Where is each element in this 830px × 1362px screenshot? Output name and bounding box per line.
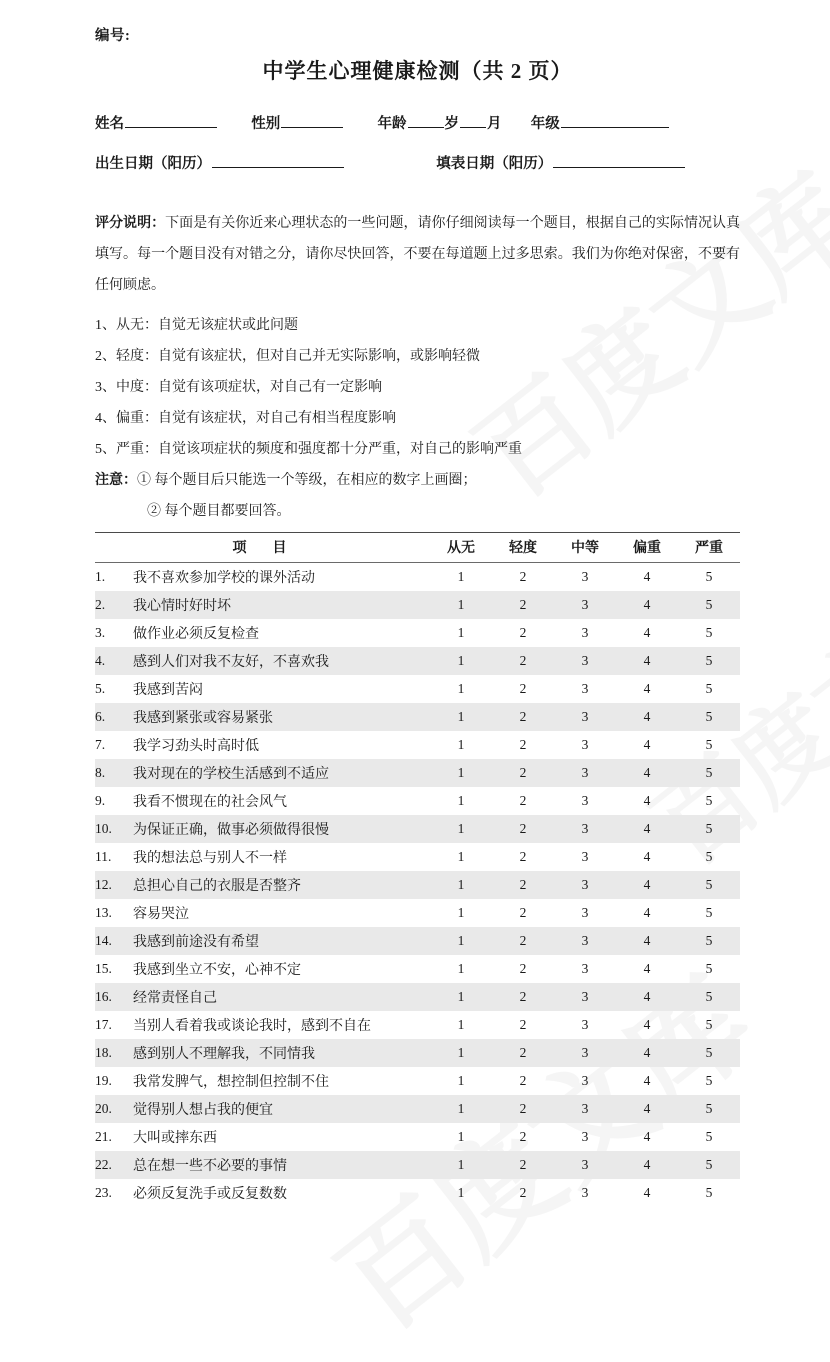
rating-option-2[interactable]: 2 <box>519 1185 527 1200</box>
table-row <box>95 1039 740 1067</box>
rating-option-4[interactable]: 4 <box>643 1073 651 1088</box>
rating-option-3[interactable]: 3 <box>581 1017 589 1032</box>
question-text: 我感到坐立不安，心神不定 <box>133 963 301 978</box>
scale-item: 4、偏重：自觉有该症状，对自己有相当程度影响 <box>95 411 396 426</box>
rating-option-3[interactable]: 3 <box>554 647 616 675</box>
rating-option-2[interactable]: 2 <box>492 1151 554 1179</box>
table-row <box>95 1095 740 1123</box>
question-text: 我感到苦闷 <box>133 683 203 698</box>
age-month-unit: 月 <box>487 116 502 132</box>
rating-option-1[interactable]: 1 <box>430 1095 492 1123</box>
table-row <box>95 927 740 955</box>
rating-option-5[interactable]: 5 <box>678 815 740 843</box>
question-text: 觉得别人想占我的便宜 <box>133 1095 430 1123</box>
birth-date-label: 出生日期（阳历） <box>95 156 211 172</box>
question-number: 13. <box>95 905 112 920</box>
rating-option-5[interactable]: 5 <box>705 849 713 864</box>
rating-option-1[interactable]: 1 <box>430 983 492 1011</box>
question-text: 我常发脾气，想控制但控制不住 <box>133 1075 329 1090</box>
rating-option-4[interactable]: 4 <box>616 591 678 619</box>
rating-option-5[interactable]: 5 <box>705 569 713 584</box>
rating-option-1[interactable]: 1 <box>430 1151 492 1179</box>
rating-option-5[interactable]: 5 <box>678 1095 740 1123</box>
fill-date-field[interactable] <box>436 156 686 172</box>
rating-option-3[interactable]: 3 <box>581 1185 589 1200</box>
rating-option-2[interactable]: 2 <box>519 849 527 864</box>
question-number: 8. <box>95 759 133 787</box>
rating-option-3[interactable]: 3 <box>581 793 589 808</box>
rating-option-3[interactable]: 3 <box>581 849 589 864</box>
column-header-rating-2: 轻度 <box>492 533 554 563</box>
rating-option-3[interactable]: 3 <box>581 1073 589 1088</box>
questionnaire-table <box>95 532 740 1207</box>
grade-label: 年级 <box>530 116 560 132</box>
rating-option-5[interactable]: 5 <box>705 1073 713 1088</box>
rating-option-2[interactable]: 2 <box>492 703 554 731</box>
rating-option-1[interactable]: 1 <box>430 647 492 675</box>
question-number: 22. <box>95 1151 133 1179</box>
rating-option-3[interactable]: 3 <box>554 1039 616 1067</box>
question-text: 必须反复洗手或反复数数 <box>133 1187 287 1202</box>
table-row <box>95 731 740 759</box>
rating-option-2[interactable]: 2 <box>492 815 554 843</box>
name-field[interactable] <box>95 112 218 133</box>
rating-option-2[interactable]: 2 <box>519 737 527 752</box>
rating-option-4[interactable]: 4 <box>643 849 651 864</box>
question-text: 我的想法总与别人不一样 <box>133 851 287 866</box>
fill-date-label: 填表日期（阳历） <box>436 156 553 172</box>
name-blank[interactable] <box>125 112 217 128</box>
question-number: 5. <box>95 681 106 696</box>
rating-option-2[interactable]: 2 <box>519 1017 527 1032</box>
table-row <box>95 647 740 675</box>
rating-option-4[interactable]: 4 <box>643 1129 651 1144</box>
rating-option-3[interactable]: 3 <box>554 927 616 955</box>
rating-option-1[interactable]: 1 <box>457 681 465 696</box>
rating-option-4[interactable]: 4 <box>616 1095 678 1123</box>
rating-option-3[interactable]: 3 <box>581 905 589 920</box>
rating-option-1[interactable]: 1 <box>430 1039 492 1067</box>
rating-option-1[interactable]: 1 <box>457 1073 465 1088</box>
rating-option-4[interactable]: 4 <box>616 871 678 899</box>
rating-option-2[interactable]: 2 <box>492 1095 554 1123</box>
scale-item: 1、从无：自觉无该症状或此问题 <box>95 318 298 333</box>
rating-option-5[interactable]: 5 <box>705 905 713 920</box>
question-number: 20. <box>95 1095 133 1123</box>
question-number: 19. <box>95 1073 112 1088</box>
rating-option-4[interactable]: 4 <box>643 625 651 640</box>
rating-option-1[interactable]: 1 <box>457 1017 465 1032</box>
rating-option-3[interactable]: 3 <box>581 961 589 976</box>
rating-option-1[interactable]: 1 <box>457 961 465 976</box>
rating-option-2[interactable]: 2 <box>519 1073 527 1088</box>
table-row <box>95 703 740 731</box>
question-text: 总在想一些不必要的事情 <box>133 1151 430 1179</box>
rating-option-5[interactable]: 5 <box>705 1129 713 1144</box>
grade-blank[interactable] <box>561 112 669 128</box>
rating-option-5[interactable]: 5 <box>705 1017 713 1032</box>
rating-option-3[interactable]: 3 <box>554 871 616 899</box>
rating-option-1[interactable]: 1 <box>457 793 465 808</box>
rating-option-4[interactable]: 4 <box>616 815 678 843</box>
birth-date-field[interactable] <box>95 156 345 172</box>
scale-item: 2、轻度：自觉有该症状，但对自己并无实际影响，或影响轻微 <box>95 349 480 364</box>
rating-option-4[interactable]: 4 <box>643 961 651 976</box>
notes-label: 注意： <box>95 473 137 488</box>
rating-option-5[interactable]: 5 <box>705 1185 713 1200</box>
rating-option-2[interactable]: 2 <box>492 759 554 787</box>
question-number: 12. <box>95 871 133 899</box>
rating-option-1[interactable]: 1 <box>457 625 465 640</box>
question-text: 我不喜欢参加学校的课外活动 <box>133 571 315 586</box>
rating-option-2[interactable]: 2 <box>492 871 554 899</box>
rating-option-1[interactable]: 1 <box>430 927 492 955</box>
question-number: 1. <box>95 569 106 584</box>
page-title: 中学生心理健康检测（共 2 页） <box>262 59 573 83</box>
column-header-rating-3: 中等 <box>554 533 616 563</box>
rating-option-2[interactable]: 2 <box>519 793 527 808</box>
rating-option-4[interactable]: 4 <box>643 681 651 696</box>
rating-option-4[interactable]: 4 <box>643 737 651 752</box>
rating-option-1[interactable]: 1 <box>430 815 492 843</box>
rating-option-5[interactable]: 5 <box>705 681 713 696</box>
rating-option-2[interactable]: 2 <box>492 647 554 675</box>
table-row <box>95 591 740 619</box>
table-body <box>95 563 740 1208</box>
question-text: 我对现在的学校生活感到不适应 <box>133 759 430 787</box>
question-text: 我心情时好时坏 <box>133 591 430 619</box>
fill-date-blank[interactable] <box>553 152 685 168</box>
rating-option-2[interactable]: 2 <box>492 1039 554 1067</box>
notes-section <box>95 465 740 527</box>
rating-option-3[interactable]: 3 <box>554 815 616 843</box>
grade-field[interactable] <box>531 112 670 133</box>
note-text-1: ① 每个题目后只能选一个等级，在相应的数字上画圈； <box>137 473 477 488</box>
rating-option-2[interactable]: 2 <box>492 983 554 1011</box>
rating-option-1[interactable]: 1 <box>430 759 492 787</box>
rating-option-4[interactable]: 4 <box>643 569 651 584</box>
rating-option-4[interactable]: 4 <box>616 1039 678 1067</box>
table-row <box>95 1151 740 1179</box>
rating-option-5[interactable]: 5 <box>705 625 713 640</box>
rating-option-4[interactable]: 4 <box>616 983 678 1011</box>
table-row <box>95 787 740 815</box>
column-header-item: 项 目 <box>95 533 430 563</box>
table-header <box>95 533 740 563</box>
question-text: 容易哭泣 <box>133 907 189 922</box>
rating-option-2[interactable]: 2 <box>519 569 527 584</box>
age-year-unit: 岁 <box>444 116 459 132</box>
rating-option-3[interactable]: 3 <box>581 737 589 752</box>
scale-item: 3、中度：自觉有该项症状，对自己有一定影响 <box>95 380 382 395</box>
table-row <box>95 619 740 647</box>
age-field[interactable] <box>378 112 502 133</box>
question-number: 9. <box>95 793 106 808</box>
rating-option-2[interactable]: 2 <box>492 591 554 619</box>
gender-label: 性别 <box>251 116 281 132</box>
rating-option-4[interactable]: 4 <box>616 927 678 955</box>
table-row <box>95 955 740 983</box>
rating-option-2[interactable]: 2 <box>519 905 527 920</box>
question-number: 17. <box>95 1017 112 1032</box>
rating-option-5[interactable]: 5 <box>678 871 740 899</box>
rating-option-1[interactable]: 1 <box>457 1185 465 1200</box>
question-number: 10. <box>95 815 133 843</box>
rating-option-5[interactable]: 5 <box>678 927 740 955</box>
rating-scale-definitions <box>95 310 740 465</box>
rating-option-5[interactable]: 5 <box>705 737 713 752</box>
question-number: 7. <box>95 737 106 752</box>
question-number: 14. <box>95 927 133 955</box>
table-row <box>95 899 740 927</box>
rating-option-3[interactable]: 3 <box>581 1129 589 1144</box>
table-row <box>95 1067 740 1095</box>
rating-option-3[interactable]: 3 <box>554 1095 616 1123</box>
question-number: 21. <box>95 1129 112 1144</box>
rating-option-4[interactable]: 4 <box>643 1185 651 1200</box>
rating-option-4[interactable]: 4 <box>616 647 678 675</box>
column-header-rating-1: 从无 <box>430 533 492 563</box>
rating-option-3[interactable]: 3 <box>581 569 589 584</box>
rating-option-4[interactable]: 4 <box>616 759 678 787</box>
rating-option-3[interactable]: 3 <box>581 625 589 640</box>
question-text: 我学习劲头时高时低 <box>133 739 259 754</box>
question-text: 经常责怪自己 <box>133 983 430 1011</box>
question-text: 大叫或摔东西 <box>133 1131 217 1146</box>
dates-fields-row <box>95 152 740 173</box>
rating-option-1[interactable]: 1 <box>457 849 465 864</box>
question-number: 11. <box>95 849 112 864</box>
rating-option-4[interactable]: 4 <box>616 703 678 731</box>
rating-option-1[interactable]: 1 <box>457 569 465 584</box>
instructions-label: 评分说明： <box>95 216 166 231</box>
question-text: 我感到前途没有希望 <box>133 927 430 955</box>
rating-option-5[interactable]: 5 <box>678 591 740 619</box>
table-row <box>95 563 740 592</box>
table-row <box>95 759 740 787</box>
gender-field[interactable] <box>251 112 344 133</box>
table-row <box>95 1179 740 1207</box>
rating-option-3[interactable]: 3 <box>581 681 589 696</box>
question-text: 感到别人不理解我，不同情我 <box>133 1039 430 1067</box>
question-text: 我感到紧张或容易紧张 <box>133 703 430 731</box>
rating-option-3[interactable]: 3 <box>554 1151 616 1179</box>
table-row <box>95 1123 740 1151</box>
question-number: 3. <box>95 625 106 640</box>
rating-option-3[interactable]: 3 <box>554 591 616 619</box>
age-months-blank[interactable] <box>460 112 486 128</box>
note-line <box>95 465 740 496</box>
question-text: 为保证正确，做事必须做得很慢 <box>133 815 430 843</box>
rating-option-1[interactable]: 1 <box>457 1129 465 1144</box>
table-row <box>95 843 740 871</box>
rating-option-4[interactable]: 4 <box>643 793 651 808</box>
rating-option-2[interactable]: 2 <box>519 625 527 640</box>
name-label: 姓名 <box>95 116 124 132</box>
rating-option-4[interactable]: 4 <box>616 1151 678 1179</box>
note-text-2: ② 每个题目都要回答。 <box>147 504 291 519</box>
rating-option-3[interactable]: 3 <box>554 703 616 731</box>
rating-option-5[interactable]: 5 <box>678 759 740 787</box>
rating-option-4[interactable]: 4 <box>643 1017 651 1032</box>
question-text: 做作业必须反复检查 <box>133 627 259 642</box>
question-number: 16. <box>95 983 133 1011</box>
rating-option-2[interactable]: 2 <box>519 1129 527 1144</box>
rating-option-5[interactable]: 5 <box>678 1039 740 1067</box>
rating-option-1[interactable]: 1 <box>430 703 492 731</box>
question-text: 总担心自己的衣服是否整齐 <box>133 871 430 899</box>
scoring-instructions <box>95 208 740 301</box>
question-number: 15. <box>95 961 112 976</box>
rating-option-1[interactable]: 1 <box>430 871 492 899</box>
rating-option-5[interactable]: 5 <box>678 647 740 675</box>
rating-option-5[interactable]: 5 <box>678 1151 740 1179</box>
rating-option-3[interactable]: 3 <box>554 983 616 1011</box>
rating-option-2[interactable]: 2 <box>519 961 527 976</box>
questionnaire-table-wrapper <box>95 532 740 1207</box>
table-row <box>95 983 740 1011</box>
question-number: 18. <box>95 1039 133 1067</box>
rating-option-2[interactable]: 2 <box>519 681 527 696</box>
rating-option-3[interactable]: 3 <box>554 759 616 787</box>
scale-item: 5、严重：自觉该项症状的频度和强度都十分严重，对自己的影响严重 <box>95 442 522 457</box>
rating-option-1[interactable]: 1 <box>430 591 492 619</box>
rating-option-1[interactable]: 1 <box>457 737 465 752</box>
instructions-body: 下面是有关你近来心理状态的一些问题，请你仔细阅读每一个题目，根据自己的实际情况认真填写。每一个题目没有对错之分，请你尽快回答，不要在每道题上过多思索。我们为你绝对保密，不要有任何顾虑。 <box>95 216 741 293</box>
rating-option-1[interactable]: 1 <box>457 905 465 920</box>
rating-option-5[interactable]: 5 <box>678 983 740 1011</box>
identity-fields-row <box>95 112 740 133</box>
table-row <box>95 675 740 703</box>
question-text: 我看不惯现在的社会风气 <box>133 795 287 810</box>
question-number: 6. <box>95 703 133 731</box>
gender-blank[interactable] <box>281 112 343 128</box>
rating-option-5[interactable]: 5 <box>705 961 713 976</box>
table-row <box>95 1011 740 1039</box>
question-number: 23. <box>95 1185 112 1200</box>
birth-date-blank[interactable] <box>212 152 344 168</box>
rating-option-5[interactable]: 5 <box>705 793 713 808</box>
question-number: 2. <box>95 591 133 619</box>
rating-option-4[interactable]: 4 <box>643 905 651 920</box>
column-header-rating-5: 严重 <box>678 533 740 563</box>
serial-number-label: 编号: <box>95 28 131 44</box>
table-row <box>95 871 740 899</box>
age-years-blank[interactable] <box>408 112 444 128</box>
rating-option-5[interactable]: 5 <box>678 703 740 731</box>
question-text: 当别人看着我或谈论我时，感到不自在 <box>133 1019 371 1034</box>
column-header-rating-4: 偏重 <box>616 533 678 563</box>
age-label: 年龄 <box>377 116 407 132</box>
question-text: 感到人们对我不友好，不喜欢我 <box>133 647 430 675</box>
rating-option-2[interactable]: 2 <box>492 927 554 955</box>
question-number: 4. <box>95 647 133 675</box>
table-row <box>95 815 740 843</box>
